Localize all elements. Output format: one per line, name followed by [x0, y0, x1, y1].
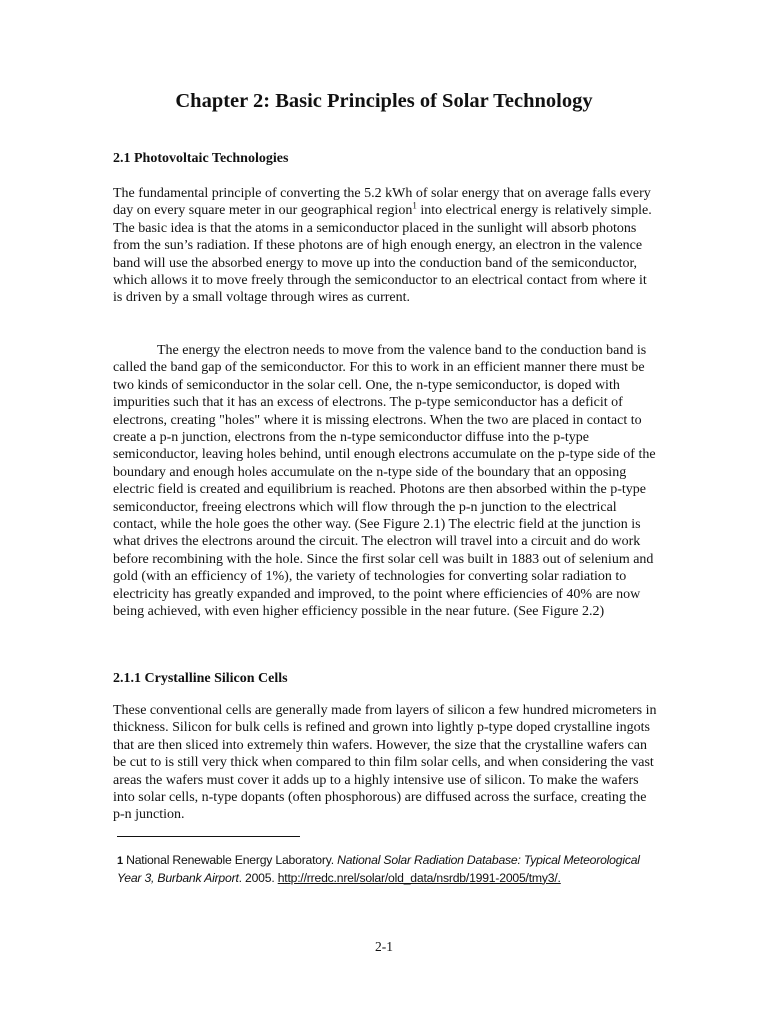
footnote-reference[interactable]: 1 — [412, 200, 417, 211]
subsection-heading: 2.1.1 Crystalline Silicon Cells — [113, 671, 288, 686]
paragraph-intro — [113, 185, 658, 307]
footnote-organization: National Renewable Energy Laboratory. — [122, 853, 338, 867]
footnote-number: 1 — [117, 855, 123, 867]
paragraph-intro-text-start: The fundamental principle of converting the 5.2 kWh of solar energy that on average falls every day on every square meter in our geographical region — [113, 186, 651, 219]
footnote-link[interactable]: http://rredc.nrel/solar/old_data/nsrdb/1991-2005/tmy3/. — [277, 870, 561, 885]
paragraph-band-gap: The energy the electron needs to move from the valence band to the conduction band is called the band gap of the semiconductor. For this to work in an efficient manner there must be two kinds of semiconductor in the solar cell. One, the n-type semiconductor, is doped with impurities such that it has an excess of electrons. The p-type semiconductor has a deficit of electrons, creating "holes" where it is missing electrons. When the two are placed in contact to create a p-n junction, electrons from the n-type semiconductor diffuse into the p-type semiconductor, leaving holes behind, until enough electrons accumulate on the p-type side of the boundary and enough holes accumulate on the n-type side of the boundary that an opposing electric field is created and equilibrium is reached. Photons are then absorbed within the p-type semiconductor, freeing electrons which will flow through the p-n junction to the electrical contact, while the hole goes the other way. (See Figure 2.1) The electric field at the junction is what drives the electrons around the circuit. The electron will travel into a circuit and do work before recombining with the hole. Since the first solar cell was built in 1883 out of selenium and gold (with an efficiency of 1%), the variety of technologies for converting solar radiation to electricity has greatly expanded and improved, to the point where efficiencies of 40% are now being achieved, with even higher efficiency possible in the near future. (See Figure 2.2) — [113, 343, 656, 620]
footnote — [117, 852, 657, 886]
footnote-year: . 2005. — [238, 870, 278, 885]
section-heading: 2.1 Photovoltaic Technologies — [113, 151, 289, 166]
footnote-title: National Solar Radiation Database: Typical Meteorological Year 3, Burbank Airport — [117, 853, 640, 885]
footnote-divider — [117, 836, 300, 837]
page-number: 2-1 — [375, 939, 393, 954]
paragraph-intro-text-end: into electrical energy is relatively simple. The basic idea is that the atoms in a semiconductor placed in the sunlight will absorb photons from the sun’s radiation. If these photons are of high enough energy, an electron in the valence band will use the absorbed energy to move up into the conduction band of the semiconductor, which allows it to move freely through the semiconductor to an electrical contact from where it is driven by a small voltage through wires as current. — [113, 203, 652, 306]
paragraph-crystalline: These conventional cells are generally made from layers of silicon a few hundred micrometers in thickness. Silicon for bulk cells is refined and grown into lightly p-type doped crystalline ingots that are then sliced into extremely thin wafers. However, the size that the crystalline wafers can be cut to is still very thick when compared to thin film solar cells, and when considering the vast areas the wafers must cover it adds up to a highly intensive use of silicon. To make the wafers into solar cells, n-type dopants (often phosphorous) are diffused across the surface, creating the p-n junction. — [113, 703, 657, 823]
chapter-title: Chapter 2: Basic Principles of Solar Technology — [175, 90, 593, 112]
